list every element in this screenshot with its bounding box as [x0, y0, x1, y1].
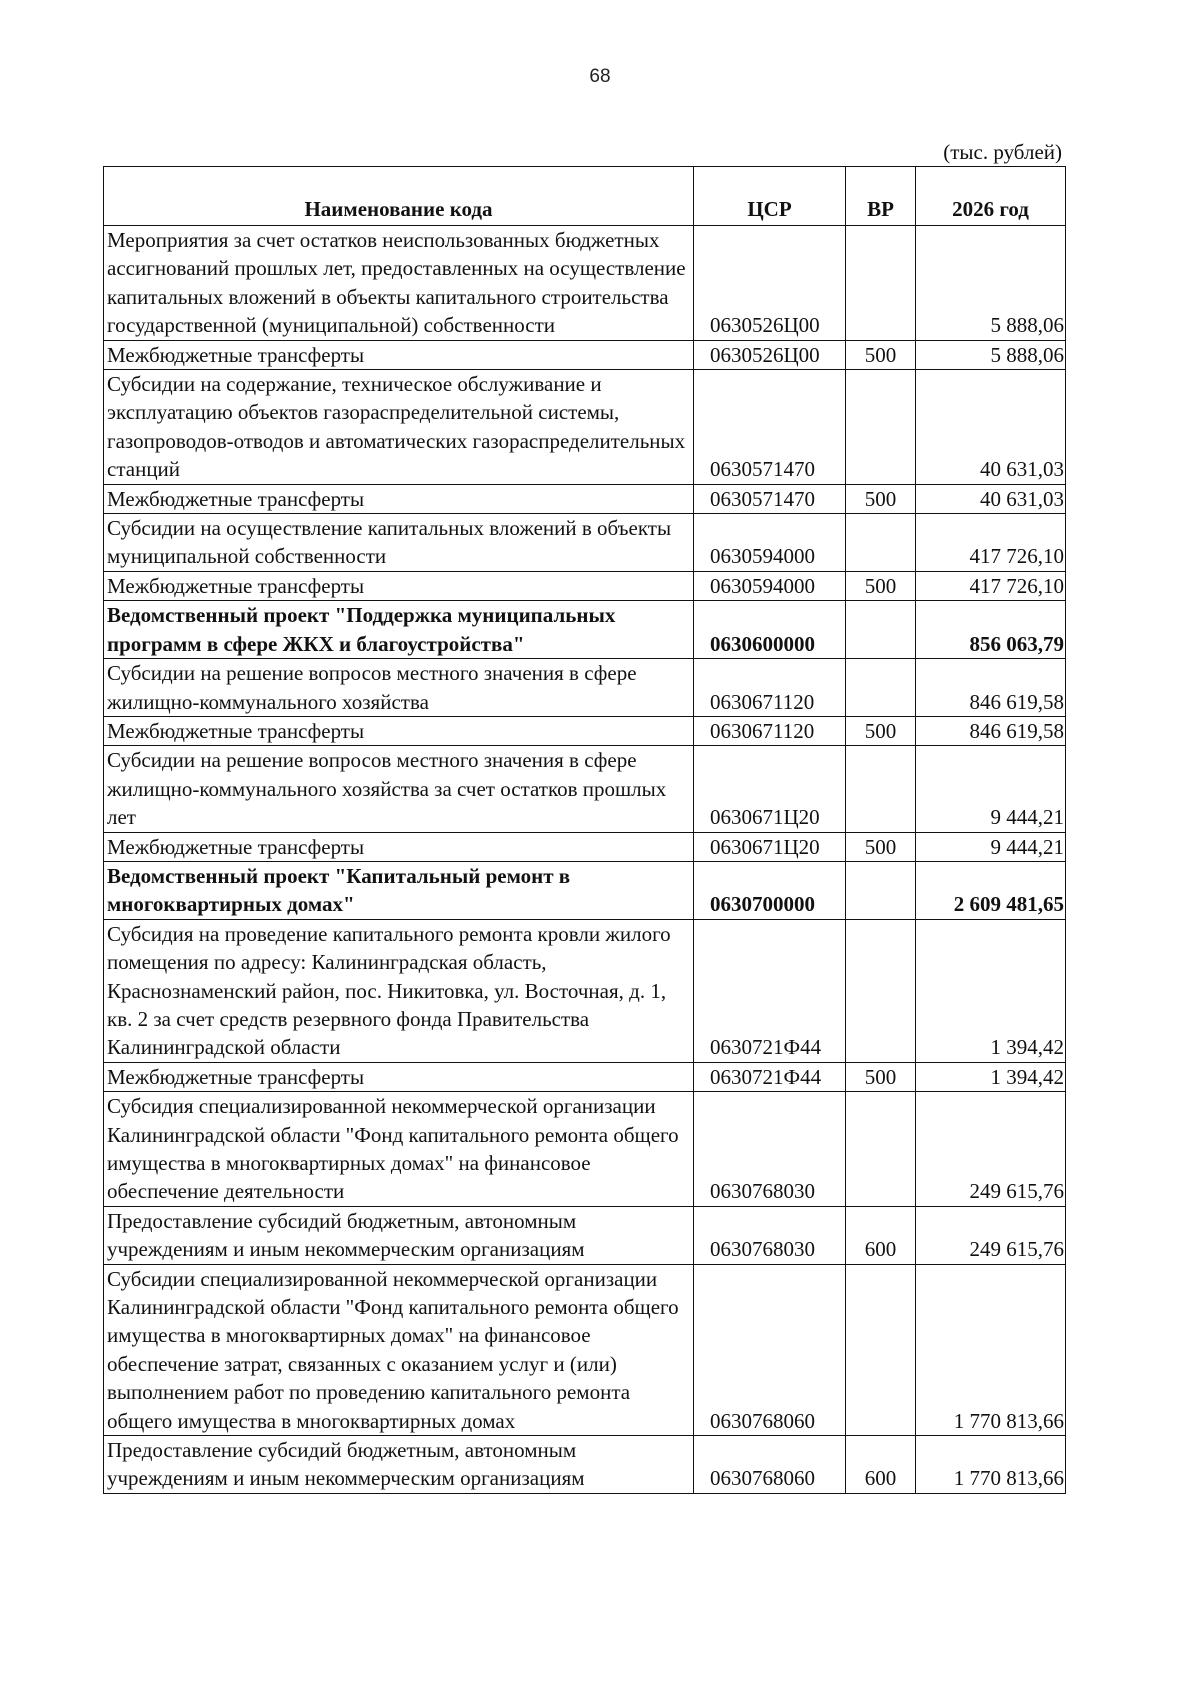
- row-csr-cell: 0630768030: [694, 1092, 846, 1207]
- budget-table: [103, 166, 1066, 1494]
- row-csr-cell: 0630671Ц20: [694, 832, 846, 861]
- row-vr-cell: 500: [846, 832, 916, 861]
- row-vr-cell: [846, 370, 916, 485]
- table-row: [104, 484, 1066, 513]
- row-amount-cell: 249 615,76: [916, 1206, 1066, 1264]
- table-row: [104, 1436, 1066, 1494]
- table-body: [104, 226, 1066, 1494]
- row-amount-cell: 1 394,42: [916, 1062, 1066, 1091]
- table-row: [104, 919, 1066, 1062]
- row-csr-cell: 0630721Ф44: [694, 1062, 846, 1091]
- row-vr-cell: [846, 1092, 916, 1207]
- row-vr-cell: 500: [846, 716, 916, 745]
- table-row: [104, 861, 1066, 919]
- row-name-cell: Субсидия специализированной некоммерческой организации Калининградской области "Фонд капитального ремонта общего имущества в многоквартирных домах" на финансовое обеспечение деятельности: [104, 1092, 694, 1207]
- row-amount-cell: 846 619,58: [916, 716, 1066, 745]
- row-amount-cell: 1 770 813,66: [916, 1436, 1066, 1494]
- row-vr-cell: 500: [846, 484, 916, 513]
- table-row: [104, 1062, 1066, 1091]
- row-amount-cell: 9 444,21: [916, 832, 1066, 861]
- row-name-cell: Межбюджетные трансферты: [104, 716, 694, 745]
- row-amount-cell: 846 619,58: [916, 659, 1066, 717]
- row-name-cell: Ведомственный проект "Капитальный ремонт в многоквартирных домах": [104, 861, 694, 919]
- row-name-cell: Межбюджетные трансферты: [104, 340, 694, 369]
- row-csr-cell: 0630768060: [694, 1264, 846, 1435]
- row-vr-cell: 600: [846, 1206, 916, 1264]
- table-row: [104, 832, 1066, 861]
- header-row: [104, 167, 1066, 226]
- header-name: Наименование кода: [104, 167, 694, 226]
- row-amount-cell: 40 631,03: [916, 484, 1066, 513]
- page-number: 68: [589, 66, 611, 87]
- row-csr-cell: 0630721Ф44: [694, 919, 846, 1062]
- row-amount-cell: 856 063,79: [916, 601, 1066, 659]
- row-name-cell: Межбюджетные трансферты: [104, 1062, 694, 1091]
- row-vr-cell: [846, 514, 916, 572]
- row-vr-cell: 500: [846, 571, 916, 600]
- row-vr-cell: 500: [846, 340, 916, 369]
- row-csr-cell: 0630768060: [694, 1436, 846, 1494]
- row-vr-cell: [846, 919, 916, 1062]
- row-amount-cell: 9 444,21: [916, 746, 1066, 832]
- row-amount-cell: 5 888,06: [916, 226, 1066, 341]
- table-row: [104, 1264, 1066, 1435]
- row-vr-cell: [846, 861, 916, 919]
- table-row: [104, 370, 1066, 485]
- table-header: [104, 167, 1066, 226]
- table-row: [104, 601, 1066, 659]
- row-name-cell: Межбюджетные трансферты: [104, 571, 694, 600]
- row-name-cell: Ведомственный проект "Поддержка муниципальных программ в сфере ЖКХ и благоустройства": [104, 601, 694, 659]
- table-row: [104, 716, 1066, 745]
- header-csr: ЦСР: [694, 167, 846, 226]
- row-amount-cell: 1 770 813,66: [916, 1264, 1066, 1435]
- table-row: [104, 340, 1066, 369]
- row-name-cell: Межбюджетные трансферты: [104, 832, 694, 861]
- row-name-cell: Субсидии на решение вопросов местного значения в сфере жилищно-коммунального хозяйства за счет остатков прошлых лет: [104, 746, 694, 832]
- row-csr-cell: 0630526Ц00: [694, 340, 846, 369]
- row-name-cell: Предоставление субсидий бюджетным, автономным учреждениям и иным некоммерческим организациям: [104, 1206, 694, 1264]
- row-amount-cell: 417 726,10: [916, 571, 1066, 600]
- row-amount-cell: 2 609 481,65: [916, 861, 1066, 919]
- row-amount-cell: 1 394,42: [916, 919, 1066, 1062]
- row-name-cell: Предоставление субсидий бюджетным, автономным учреждениям и иным некоммерческим организациям: [104, 1436, 694, 1494]
- table-row: [104, 1092, 1066, 1207]
- row-vr-cell: [846, 659, 916, 717]
- table-row: [104, 1206, 1066, 1264]
- header-vr: ВР: [846, 167, 916, 226]
- table-row: [104, 514, 1066, 572]
- row-csr-cell: 0630671Ц20: [694, 746, 846, 832]
- row-csr-cell: 0630594000: [694, 514, 846, 572]
- row-name-cell: Субсидии на содержание, техническое обслуживание и эксплуатацию объектов газораспределительной системы, газопроводов-отводов и автоматических газораспределительных станций: [104, 370, 694, 485]
- table-row: [104, 659, 1066, 717]
- row-name-cell: Межбюджетные трансферты: [104, 484, 694, 513]
- row-csr-cell: 0630571470: [694, 370, 846, 485]
- row-vr-cell: [846, 746, 916, 832]
- row-name-cell: Субсидии специализированной некоммерческой организации Калининградской области "Фонд капитального ремонта общего имущества в многоквартирных домах" на финансовое обеспечение затрат, связанных с оказанием услуг и (или) выполнением работ по проведению капитального ремонта общего имущества в многоквартирных домах: [104, 1264, 694, 1435]
- row-vr-cell: 600: [846, 1436, 916, 1494]
- header-year: 2026 год: [916, 167, 1066, 226]
- row-name-cell: Субсидии на осуществление капитальных вложений в объекты муниципальной собственности: [104, 514, 694, 572]
- row-amount-cell: 40 631,03: [916, 370, 1066, 485]
- table-row: [104, 746, 1066, 832]
- row-csr-cell: 0630700000: [694, 861, 846, 919]
- row-csr-cell: 0630671120: [694, 659, 846, 717]
- row-amount-cell: 417 726,10: [916, 514, 1066, 572]
- table-row: [104, 571, 1066, 600]
- row-csr-cell: 0630671120: [694, 716, 846, 745]
- table-row: [104, 226, 1066, 341]
- row-csr-cell: 0630571470: [694, 484, 846, 513]
- row-name-cell: Мероприятия за счет остатков неиспользованных бюджетных ассигнований прошлых лет, предоставленных на осуществление капитальных вложений в объекты капитального строительства государственной (муниципальной) собственности: [104, 226, 694, 341]
- row-csr-cell: 0630600000: [694, 601, 846, 659]
- row-vr-cell: [846, 226, 916, 341]
- row-amount-cell: 249 615,76: [916, 1092, 1066, 1207]
- row-vr-cell: [846, 1264, 916, 1435]
- units-label: (тыс. рублей): [943, 140, 1062, 164]
- row-csr-cell: 0630594000: [694, 571, 846, 600]
- row-amount-cell: 5 888,06: [916, 340, 1066, 369]
- row-csr-cell: 0630768030: [694, 1206, 846, 1264]
- row-csr-cell: 0630526Ц00: [694, 226, 846, 341]
- row-vr-cell: 500: [846, 1062, 916, 1091]
- row-name-cell: Субсидии на решение вопросов местного значения в сфере жилищно-коммунального хозяйства: [104, 659, 694, 717]
- row-vr-cell: [846, 601, 916, 659]
- row-name-cell: Субсидия на проведение капитального ремонта кровли жилого помещения по адресу: Калининградская область, Краснознаменский район, пос. Никитовка, ул. Восточная, д. 1, кв. 2 за счет средств резервного фонда Правительства Калининградской области: [104, 919, 694, 1062]
